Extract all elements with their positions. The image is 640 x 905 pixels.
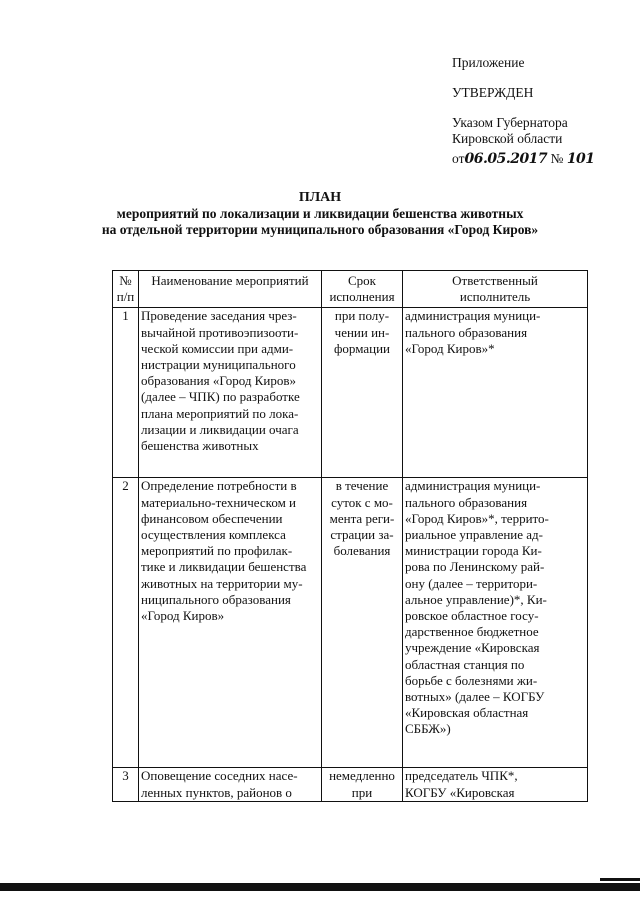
approved-label: УТВЕРЖДЕН [452,85,534,100]
title-line-2: на отдельной территории муниципального образования «Город Киров» [101,222,539,237]
row-name: Определение потребности в материально-техническом и финансовом обеспечении осуществления комплекса мероприятий по профилак- тике и ликвидации бешенства животных на территории му- ниципального образования «Город Киров» [139,478,322,768]
decree-line-2: Кировской области [452,131,563,146]
date-prefix: от [452,151,465,166]
handwritten-number: 101 [566,151,595,167]
title-line-1: мероприятий по локализации и ликвидации бешенства животных [116,206,524,221]
row-term: при полу- чении ин- формации [322,308,403,478]
table-row [113,308,588,478]
row-responsible: председатель ЧПК*, КОГБУ «Кировская [403,768,588,801]
decree-date-number [452,151,632,167]
document-title [0,190,640,238]
title-main: ПЛАН [298,190,342,205]
number-prefix: № [550,151,564,166]
row-responsible: администрация муници- пального образования «Город Киров»*, террито- риальное управление ад- министрации города Ки- рова по Ленинскому рай- ону (далее – территори- альное управление)*, Ки- ровское областное госу- дарственное бюджетное учреждение «Кировская областная станция по борьбе с болезнями жи- вотных» (далее – КОГБУ «Кировская областная СББЖ») [403,478,588,768]
appendix-label: Приложение [452,55,525,70]
row-num: 3 [113,768,139,801]
table-row [113,478,588,768]
row-name: Проведение заседания чрез- вычайной противоэпизооти- ческой комиссии при адми- нистрации муниципального образования «Город Киров» (далее – ЧПК) по разработке плана мероприятий по лока- лизации и ликвидации очага бешенства животных [139,308,322,478]
row-term: в течение суток с мо- мента реги- страции за- болевания [322,478,403,768]
row-responsible: администрация муници- пального образования «Город Киров»* [403,308,588,478]
row-num: 2 [113,478,139,768]
row-name: Оповещение соседних насе- ленных пунктов, районов о [139,768,322,801]
handwritten-date: 06.05.2017 [464,151,548,167]
header-term: Срок исполнения [322,271,403,308]
header-responsible: Ответственный исполнитель [403,271,588,308]
row-num: 1 [113,308,139,478]
scan-bottom-edge [0,883,640,891]
header-name: Наименование мероприятий [139,271,322,308]
decree-line-1: Указом Губернатора [452,115,568,130]
header-num: № п/п [113,271,139,308]
approval-block [452,55,632,167]
table-row [113,768,588,801]
table-header-row [113,271,588,308]
row-term: немедленно при [322,768,403,801]
scan-edge-mark [600,878,640,881]
plan-table [112,270,588,802]
